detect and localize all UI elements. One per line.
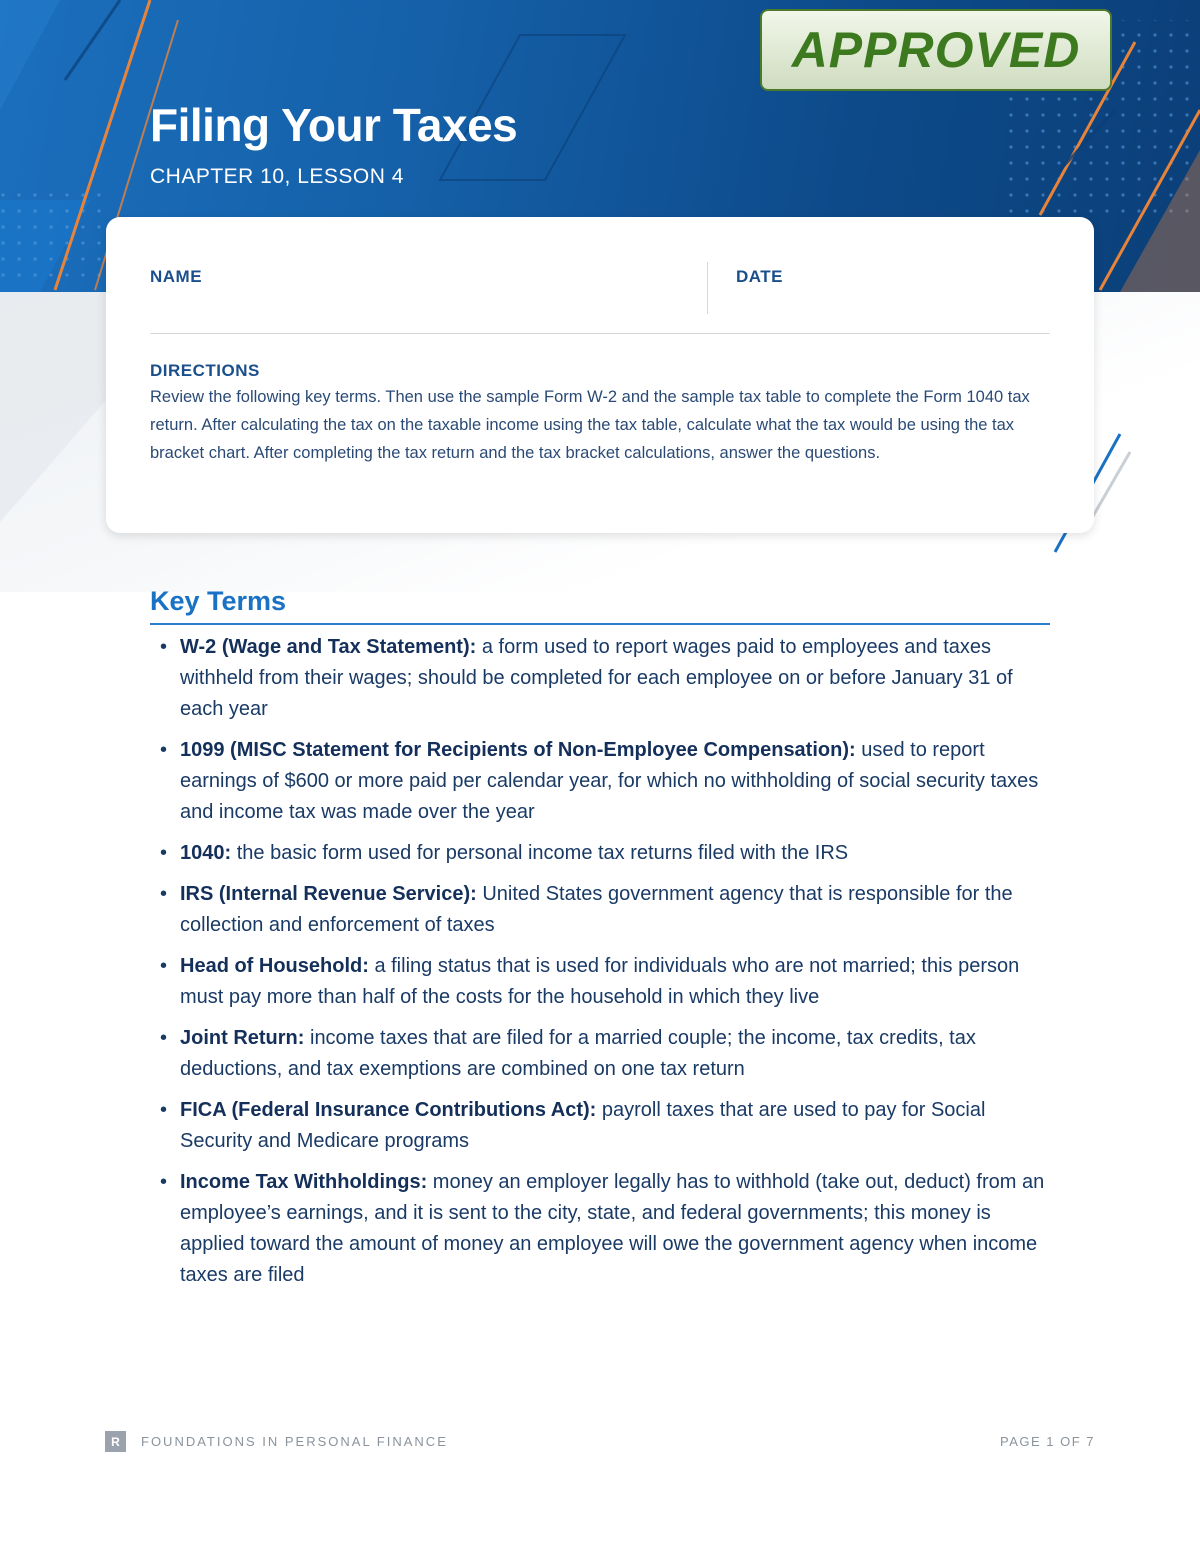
approved-stamp: APPROVED: [760, 9, 1112, 91]
publisher-logo-icon: R: [105, 1431, 126, 1452]
term-label: Head of Household:: [180, 955, 369, 977]
directions-title: DIRECTIONS: [150, 361, 260, 380]
term-label: IRS (Internal Revenue Service):: [180, 883, 477, 905]
key-term-fica: [160, 1095, 1050, 1157]
key-term-withholdings: [160, 1167, 1050, 1291]
term-definition: payroll taxes that are used to pay for Social Security and Medicare programs: [180, 1099, 986, 1152]
page-title: Filing Your Taxes: [150, 99, 518, 151]
chapter-lesson-subtitle: CHAPTER 10, LESSON 4: [150, 165, 404, 188]
key-terms-rule: [150, 623, 1050, 625]
term-label: 1099 (MISC Statement for Recipients of Non-Employee Compensation):: [180, 739, 856, 761]
key-term-1099: [160, 735, 1050, 828]
term-definition: money an employer legally has to withhold (take out, deduct) from an employee’s earnings, and it is sent to the city, state, and federal governments; this money is applied toward the amount of money an employee will owe the government agency when income taxes are filed: [180, 1171, 1045, 1286]
term-definition: a filing status that is used for individuals who are not married; this person must pay more than half of the costs for the household in which they live: [180, 955, 1020, 1008]
key-term-1040: [160, 838, 1050, 869]
form-card: [106, 217, 1094, 533]
page-number: PAGE 1 OF 7: [999, 1434, 1095, 1449]
term-definition: the basic form used for personal income tax returns filed with the IRS: [231, 842, 849, 864]
key-term-joint-return: [160, 1023, 1050, 1085]
term-definition: income taxes that are filed for a married couple; the income, tax credits, tax deductions, and tax exemptions are combined on one tax return: [180, 1027, 976, 1080]
field-divider: [707, 262, 708, 314]
name-label: NAME: [150, 267, 203, 286]
term-label: FICA (Federal Insurance Contributions Act):: [180, 1099, 597, 1121]
directions-text: Review the following key terms. Then use the sample Form W-2 and the sample tax table to complete the Form 1040 tax return. After calculating the tax on the taxable income using the tax table, calculate what the tax would be using the tax bracket chart. After completing the tax return and the tax bracket calculations, answer the questions.: [150, 388, 1030, 462]
key-terms-heading: Key Terms: [150, 586, 287, 616]
key-term-head-of-household: [160, 951, 1050, 1013]
key-terms-list: [160, 632, 1050, 1301]
key-term-w2: [160, 632, 1050, 725]
term-label: W-2 (Wage and Tax Statement):: [180, 636, 477, 658]
term-label: Joint Return:: [180, 1027, 305, 1049]
term-label: 1040:: [180, 842, 232, 864]
term-definition: United States government agency that is responsible for the collection and enforcement of taxes: [180, 883, 1013, 936]
section-divider: [150, 333, 1050, 334]
course-name: FOUNDATIONS IN PERSONAL FINANCE: [141, 1434, 448, 1449]
term-definition: a form used to report wages paid to employees and taxes withheld from their wages; should be completed for each employee on or before January 31 of each year: [180, 636, 1013, 720]
date-label: DATE: [736, 267, 784, 286]
term-label: Income Tax Withholdings:: [180, 1171, 428, 1193]
key-term-irs: [160, 879, 1050, 941]
term-definition: used to report earnings of $600 or more paid per calendar year, for which no withholding of social security taxes and income tax was made over the year: [180, 739, 1039, 823]
